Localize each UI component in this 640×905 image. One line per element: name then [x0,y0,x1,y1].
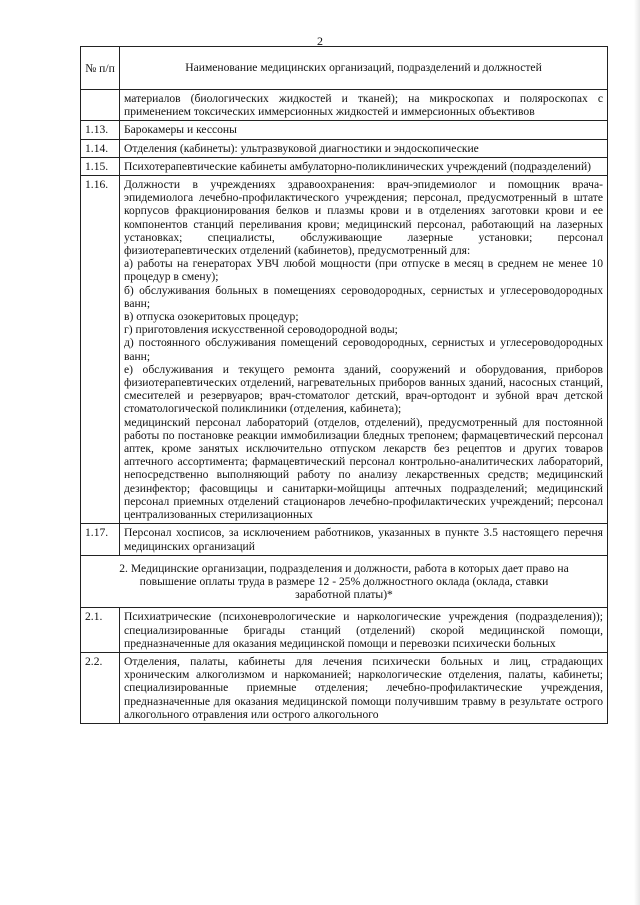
row-paragraph: Отделения (кабинеты): ультразвуковой диагностики и эндоскопические [124,141,479,155]
row-paragraph: медицинский персонал лабораторий (отделов, отделений), предусмотренный для постоянной работы по постановке реакции иммобилизации бледных трепонем; фармацевтический персонал аптек, кроме занятых исключительно отпуском лекарств без рецептов и других товаров аптечного ассортимента; фармацевтический персонал контрольно-аналитических лабораторий, непосредственно выполняющий работу по анализу лекарственных средств; медицинский дезинфектор; фасовщицы и санитарки-мойщицы аптечных подразделений; медицинский персонал приемных отделений стационаров лечебно-профилактических учреждений; персонал централизованных стерилизационных [124,415,603,522]
table-row [81,608,608,653]
row-number: 1.14. [81,139,120,157]
row-text [120,652,608,723]
row-paragraph: б) обслуживания больных в помещениях сероводородных, сернистых и углесероводородных ванн; [124,283,603,310]
row-text [120,90,608,121]
table-row [81,157,608,175]
row-number: 1.13. [81,121,120,139]
row-paragraph: Должности в учреждениях здравоохранения: врач-эпидемиолог и помощник врача-эпидемиолога лечебно-профилактического учреждения; персонал, предусмотренный в штате корпусов фракционирования белков и плазмы крови и в отделениях заготовки крови и ее компонентов станций переливания крови; медицинский персонал, работающий на лазерных установках; специалисты, обслуживающие лазерные установки; персонал физиотерапевтических отделений (кабинетов), предусмотренный для: [124,178,603,258]
row-paragraph: д) постоянного обслуживания помещений сероводородных, сернистых и углесероводородных ванн; [124,336,603,363]
row-number: 1.15. [81,157,120,175]
table-row [81,90,608,121]
table-row [81,139,608,157]
row-text [120,176,608,524]
page-number: 2 [317,34,323,48]
scan-edge [634,0,640,905]
row-paragraph: Психотерапевтические кабинеты амбулаторно-поликлинических учреждений (подразделений) [124,159,592,173]
header-name: Наименование медицинских организаций, подразделений и должностей [120,47,608,90]
row-text [120,121,608,139]
row-paragraph: Психиатрические (психоневрологические и наркологические учреждения (подразделения)); специализированные бригады станций (отделений) скорой медицинской помощи, предназначенные для оказания медицинской помощи и перевозки психически больных [124,610,603,650]
row-number [81,90,120,121]
table-row [81,121,608,139]
row-number: 2.2. [81,652,120,723]
row-paragraph: Отделения, палаты, кабинеты для лечения психически больных и лиц, страдающих хроническим алкоголизмом и наркоманией; наркологические отделения, палаты, кабинеты; специализированные приемные отделения; лечебно-профилактические учреждения, предназначенные для оказания медицинской помощи получившим травму в результате острого алкогольного отравления или острого алкогольного [124,654,603,721]
section-title: 2. Медицинские организации, подразделения и должности, работа в которых дает право на повышение оплаты труда в размере 12 - 25% должностного оклада (оклада, ставки заработной платы)* [81,555,608,608]
row-text [120,157,608,175]
row-text [120,524,608,555]
row-paragraph: е) обслуживания и текущего ремонта зданий, сооружений и оборудования, приборов физиотерапевтических отделений, нагревательных приборов ванных зданий, насосных станций, смесителей и резервуаров; врач-стоматолог детский, врач-ортодонт и зубной врач детской стоматологической поликлиники (отделения, кабинета); [124,362,603,416]
row-paragraph: Персонал хосписов, за исключением работников, указанных в пункте 3.5 настоящего перечня медицинских организаций [124,526,603,553]
organizations-table [80,46,608,724]
row-paragraph: г) приготовления искусственной сероводородной воды; [124,323,398,337]
row-paragraph: Барокамеры и кессоны [124,123,237,137]
row-text [120,608,608,653]
row-number: 2.1. [81,608,120,653]
table-row [81,652,608,723]
row-paragraph: а) работы на генераторах УВЧ любой мощности (при отпуске в месяц в среднем не менее 10 процедур в смену); [124,257,603,284]
row-number: 1.16. [81,176,120,524]
row-text [120,139,608,157]
table-row [81,176,608,524]
table-header-row [81,47,608,90]
table-row [81,524,608,555]
row-paragraph: в) отпуска озокеритовых процедур; [124,310,299,324]
row-paragraph: материалов (биологических жидкостей и тканей); на микроскопах и поляроскопах с применением токсических иммерсионных жидкостей и иммерсионных объективов [124,92,603,119]
section-header-row [81,555,608,608]
row-number: 1.17. [81,524,120,555]
header-num: № п/п [81,47,120,90]
